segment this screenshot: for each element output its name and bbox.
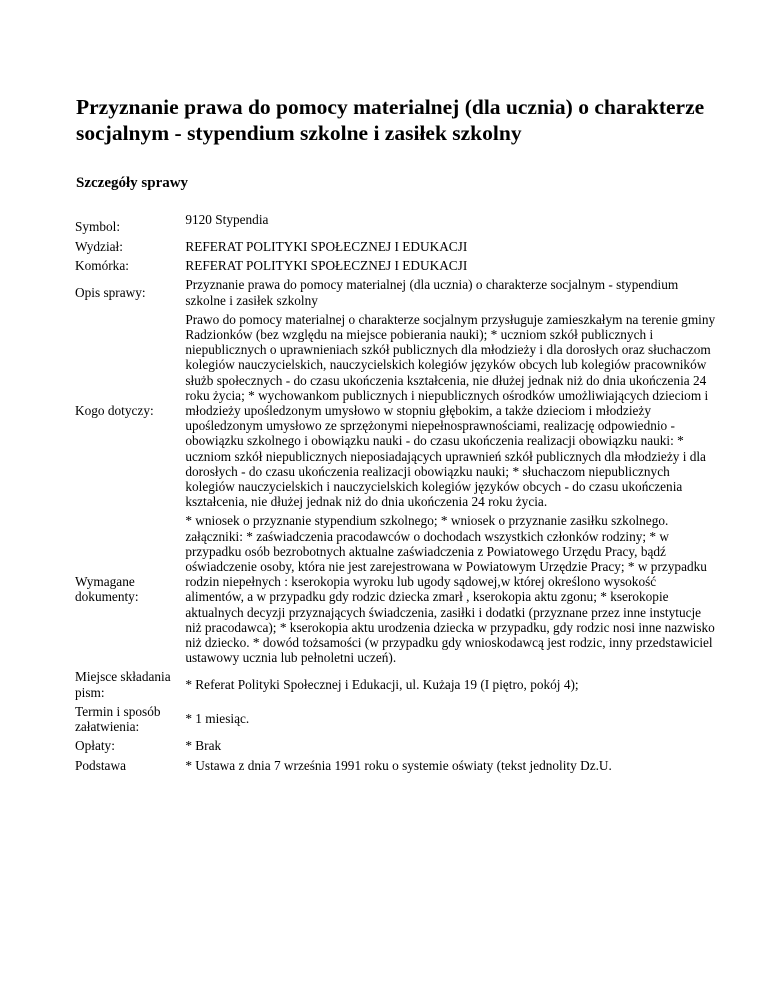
row-wymagane-dokumenty (73, 511, 719, 667)
label-wymagane-dokumenty: Wymagane dokumenty: (75, 574, 139, 605)
label-kogo-dotyczy: Kogo dotyczy: (75, 403, 154, 419)
label-oplaty: Opłaty: (75, 738, 115, 754)
value-wydzial: REFERAT POLITYKI SPOŁECZNEJ I EDUKACJI (185, 239, 468, 254)
row-opis-sprawy (73, 275, 719, 309)
label-symbol: Symbol: (75, 218, 121, 234)
value-miejsce-skladania: * Referat Polityki Społecznej i Edukacji, ul. Kużaja 19 (I piętro, pokój 4); (185, 677, 579, 693)
page-title: Przyznanie prawa do pomocy materialnej (dla ucznia) o charakterze socjalnym - stypendium szkolne i zasiłek szkolny (76, 95, 705, 145)
label-komorka: Komórka: (75, 258, 129, 274)
row-komorka (73, 256, 719, 275)
value-symbol: 9120 Stypendia (185, 211, 269, 227)
value-kogo-dotyczy: Prawo do pomocy materialnej o charakterze socjalnym przysługuje zamieszkałym na terenie gminy Radzionków (bez względu na miejsce pobierania nauki); * uczniom szkół publicznych i niepublicznych o uprawnieniach szkół publicznych dla młodzieży i dla dorosłych oraz słuchaczom kolegiów nauczycielskich, nauczycielskich kolegiów języków obcych lub kolegiów pracowników służb społecznych - do czasu ukończenia kształcenia, nie dłużej jednak niż do dnia ukończenia 24 roku życia; * wychowankom publicznych i niepublicznych ośrodków umożliwiających dzieciom i młodzieży upośledzonym umysłowo w stopniu głębokim, a także dzieciom i młodzieży upośledzonym umysłowo ze sprzężonymi niepełnosprawnościami, realizację odpowiednio - obowiązku szkolnego i obowiązku nauki - do czasu ukończenia realizacji obowiązku nauki: * uczniom szkół niepublicznych nieposiadających uprawnień szkół publicznych dla młodzieży i dla dorosłych - do czasu ukończenia realizacji obowiązku nauki; * słuchaczom niepublicznych kolegiów nauczycielskich i nauczycielskich kolegiów języków obcych - do czasu ukończenia kształcenia, nie dłużej jednak niż do dnia ukończenia 24 roku życia. (185, 311, 716, 510)
row-podstawa (73, 756, 719, 775)
value-oplaty: * Brak (185, 738, 222, 754)
label-termin: Termin i sposób załatwienia: (75, 703, 161, 735)
label-opis-sprawy: Opis sprawy: (75, 285, 146, 300)
row-kogo-dotyczy (73, 310, 719, 512)
row-wydzial (73, 237, 719, 256)
row-miejsce-skladania (73, 667, 719, 701)
row-termin (73, 702, 719, 736)
label-miejsce-skladania: Miejsce składania pism: (75, 669, 171, 700)
value-wymagane-dokumenty: * wniosek o przyznanie stypendium szkolnego; * wniosek o przyznanie zasiłku szkolnego. załączniki: * zaświadczenia pracodawców o dochodach wszystkich członków rodziny; * w przypadku osób bezrobotnych aktualne zaświadczenia z Powiatowego Urzędu Pracy, bądź oświadczenie osoby, która nie jest zarejestrowana w Powiatowym Urzędzie Pracy; * w przypadku rodzin niepełnych : kserokopia wyroku lub ugody sądowej,w której określono wysokość alimentów, a w przypadku gdy rodzic dziecka zmarł , kserokopia aktu zgonu; * kserokopie aktualnych decyzji przyznających świadczenia, zasiłki i dodatki (przyznane przez inne instytucje niż pracodawca); * kserokopia aktu urodzenia dziecka w przypadku, gdy rodzic nosi inne nazwisko niż dziecko. * dowód tożsamości (w przypadku gdy wnioskodawcą jest rodzic, inny przedstawiciel ustawowy ucznia lub pełnoletni uczeń). (185, 513, 715, 666)
details-table (73, 202, 719, 775)
value-komorka: REFERAT POLITYKI SPOŁECZNEJ I EDUKACJI (185, 258, 468, 274)
label-wydzial: Wydział: (75, 239, 123, 254)
label-podstawa: Podstawa (75, 757, 126, 773)
document-page (75, 94, 716, 773)
value-podstawa: * Ustawa z dnia 7 września 1991 roku o systemie oświaty (tekst jednolity Dz.U. (185, 757, 612, 773)
value-opis-sprawy: Przyznanie prawa do pomocy materialnej (dla ucznia) o charakterze socjalnym - stypendium szkolne i zasiłek szkolny (185, 277, 679, 308)
value-termin: * 1 miesiąc. (185, 711, 250, 727)
row-oplaty (73, 736, 719, 755)
row-symbol (73, 202, 719, 237)
section-heading: Szczegóły sprawy (76, 175, 189, 191)
